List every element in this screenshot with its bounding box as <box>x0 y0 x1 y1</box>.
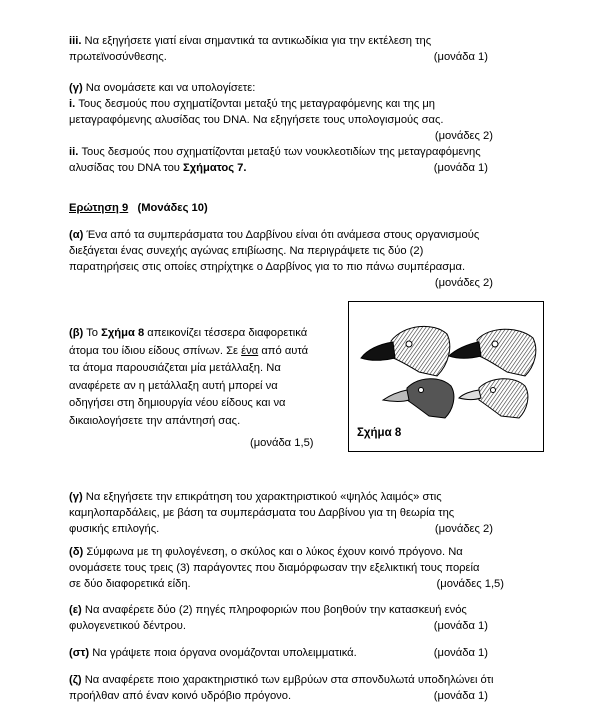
part-label: (στ) <box>69 647 90 659</box>
part-text: απεικονίζει τέσσερα διαφορετικά <box>147 327 308 339</box>
figure-reference: Σχήματος 7. <box>183 162 247 174</box>
part-text: φυσικής επιλογής. <box>69 523 160 535</box>
part-text: Ένα από τα συμπεράσματα του Δαρβίνου είναι ότι ανάμεσα στους οργανισμούς <box>86 229 480 241</box>
part-label: (β) <box>69 327 84 339</box>
item-text: αλυσίδας του DNA του <box>69 162 180 174</box>
finch-head-4-icon <box>459 379 528 418</box>
marks-label: (μονάδα 1) <box>433 162 488 174</box>
finch-head-3-icon <box>383 379 454 418</box>
part-text: δικαιολογήσετε την απάντησή σας. <box>69 414 241 427</box>
part-text: Να γράψετε ποια όργανα ονομάζονται υπολειμματικά. <box>92 647 357 659</box>
question-9-zeta <box>69 672 521 704</box>
question-9-beta <box>69 325 335 430</box>
part-label: (γ) <box>69 82 83 94</box>
question-9-epsilon <box>69 602 521 634</box>
part-text: σε δύο διαφορετικά είδη. <box>69 578 191 590</box>
question-points: (Μονάδες 10) <box>137 202 208 214</box>
item-number: i. <box>69 98 76 110</box>
part-label: (γ) <box>69 491 83 503</box>
question-9-st <box>69 645 521 661</box>
marks-label: (μονάδες 2) <box>434 277 493 289</box>
marks-label: (μονάδα 1) <box>433 690 488 702</box>
part-text: Σύμφωνα με τη φυλογένεση, ο σκύλος και ο λύκος έχουν κοινό πρόγονο. Να <box>86 546 463 558</box>
part-text: ονομάσετε τους τρεις (3) παράγοντες που διαμόρφωσαν την εξελικτική τους πορεία <box>69 562 480 574</box>
item-text: Να εξηγήσετε γιατί είναι σημαντικά τα αντικωδίκια για την εκτέλεση της <box>84 35 432 47</box>
figure-reference: Σχήμα 8 <box>101 327 145 339</box>
part-text: φυλογενετικού δέντρου. <box>69 620 187 632</box>
part-text: Το <box>86 327 99 339</box>
part-text: παρατηρήσεις στις οποίες στηρίχτηκε ο Δαρβίνος για το πιο πάνω συμπέρασμα. <box>69 261 466 273</box>
item-number: iii. <box>69 35 82 47</box>
question-9-alpha <box>69 227 521 291</box>
question-title: Ερώτηση 9 <box>69 202 129 214</box>
marks-label: (μονάδες 2) <box>434 523 493 535</box>
marks-label: (μονάδες 1,5) <box>436 578 504 590</box>
question-8-gamma <box>69 80 521 176</box>
question-9-delta <box>69 544 521 592</box>
marks-label: (μονάδα 1) <box>433 647 488 659</box>
part-text: τα άτομα παρουσιάζεται μία μετάλλαξη. Να <box>69 362 281 374</box>
item-text: Τους δεσμούς που σχηματίζονται μεταξύ των νουκλεοτιδίων της μεταγραφόμενης <box>81 146 481 158</box>
part-text: άτομα του ίδιου είδους σπίνων. Σε <box>69 344 239 357</box>
part-text: Να αναφέρετε δύο (2) πηγές πληροφοριών που βοηθούν την κατασκευή ενός <box>84 604 467 616</box>
part-intro: Να ονομάσετε και να υπολογίσετε: <box>85 82 256 94</box>
part-text: προήλθαν από έναν κοινό υδρόβιο πρόγονο. <box>69 690 292 702</box>
finch-head-1-icon <box>361 326 450 376</box>
part-text: από αυτά <box>261 344 309 357</box>
marks-label: (μονάδα 1,5) <box>250 437 314 449</box>
question-9-gamma <box>69 489 521 537</box>
part-label: (α) <box>69 229 84 241</box>
question-9-heading <box>69 200 521 216</box>
emphasis-text: ένα <box>241 344 259 357</box>
finch-head-2-icon <box>449 329 536 376</box>
part-text: Να εξηγήσετε την επικράτηση του χαρακτηριστικού «ψηλός λαιμός» στις <box>85 491 442 503</box>
part-label: (ζ) <box>69 674 82 686</box>
part-label: (ε) <box>69 604 82 616</box>
figure-caption: Σχήμα 8 <box>357 427 402 439</box>
part-text: οδηγήσει στη δημιουργία νέου είδους και να <box>69 397 286 409</box>
marks-label: (μονάδα 1) <box>433 620 488 632</box>
item-text: πρωτεϊνοσύνθεσης. <box>69 51 167 63</box>
item-text: Τους δεσμούς που σχηματίζονται μεταξύ της μεταγραφόμενης και της μη <box>78 98 436 110</box>
marks-label: (μονάδες 2) <box>434 130 493 142</box>
question-8-c-iii <box>69 33 521 65</box>
item-text: μεταγραφόμενης αλυσίδας του DNA. Να εξηγήσετε τους υπολογισμούς σας. <box>69 114 444 126</box>
figure-8-box <box>348 301 544 452</box>
finch-heads-icon <box>349 306 543 426</box>
item-number: ii. <box>69 146 79 158</box>
part-text: διεξάγεται ένας συνεχής αγώνας επιβίωσης. Να περιγράψετε τις δύο (2) <box>69 245 424 257</box>
part-text: αναφέρετε αν η μετάλλαξη αυτή μπορεί να <box>69 379 278 392</box>
part-text: καμηλοπαρδάλεις, με βάση τα συμπεράσματα του Δαρβίνου για τη θεωρία της <box>69 507 455 519</box>
part-label: (δ) <box>69 546 84 558</box>
part-text: Να αναφέρετε ποιο χαρακτηριστικό των εμβρύων στα σπονδυλωτά υποδηλώνει ότι <box>84 674 494 686</box>
marks-label: (μονάδα 1) <box>433 51 488 63</box>
